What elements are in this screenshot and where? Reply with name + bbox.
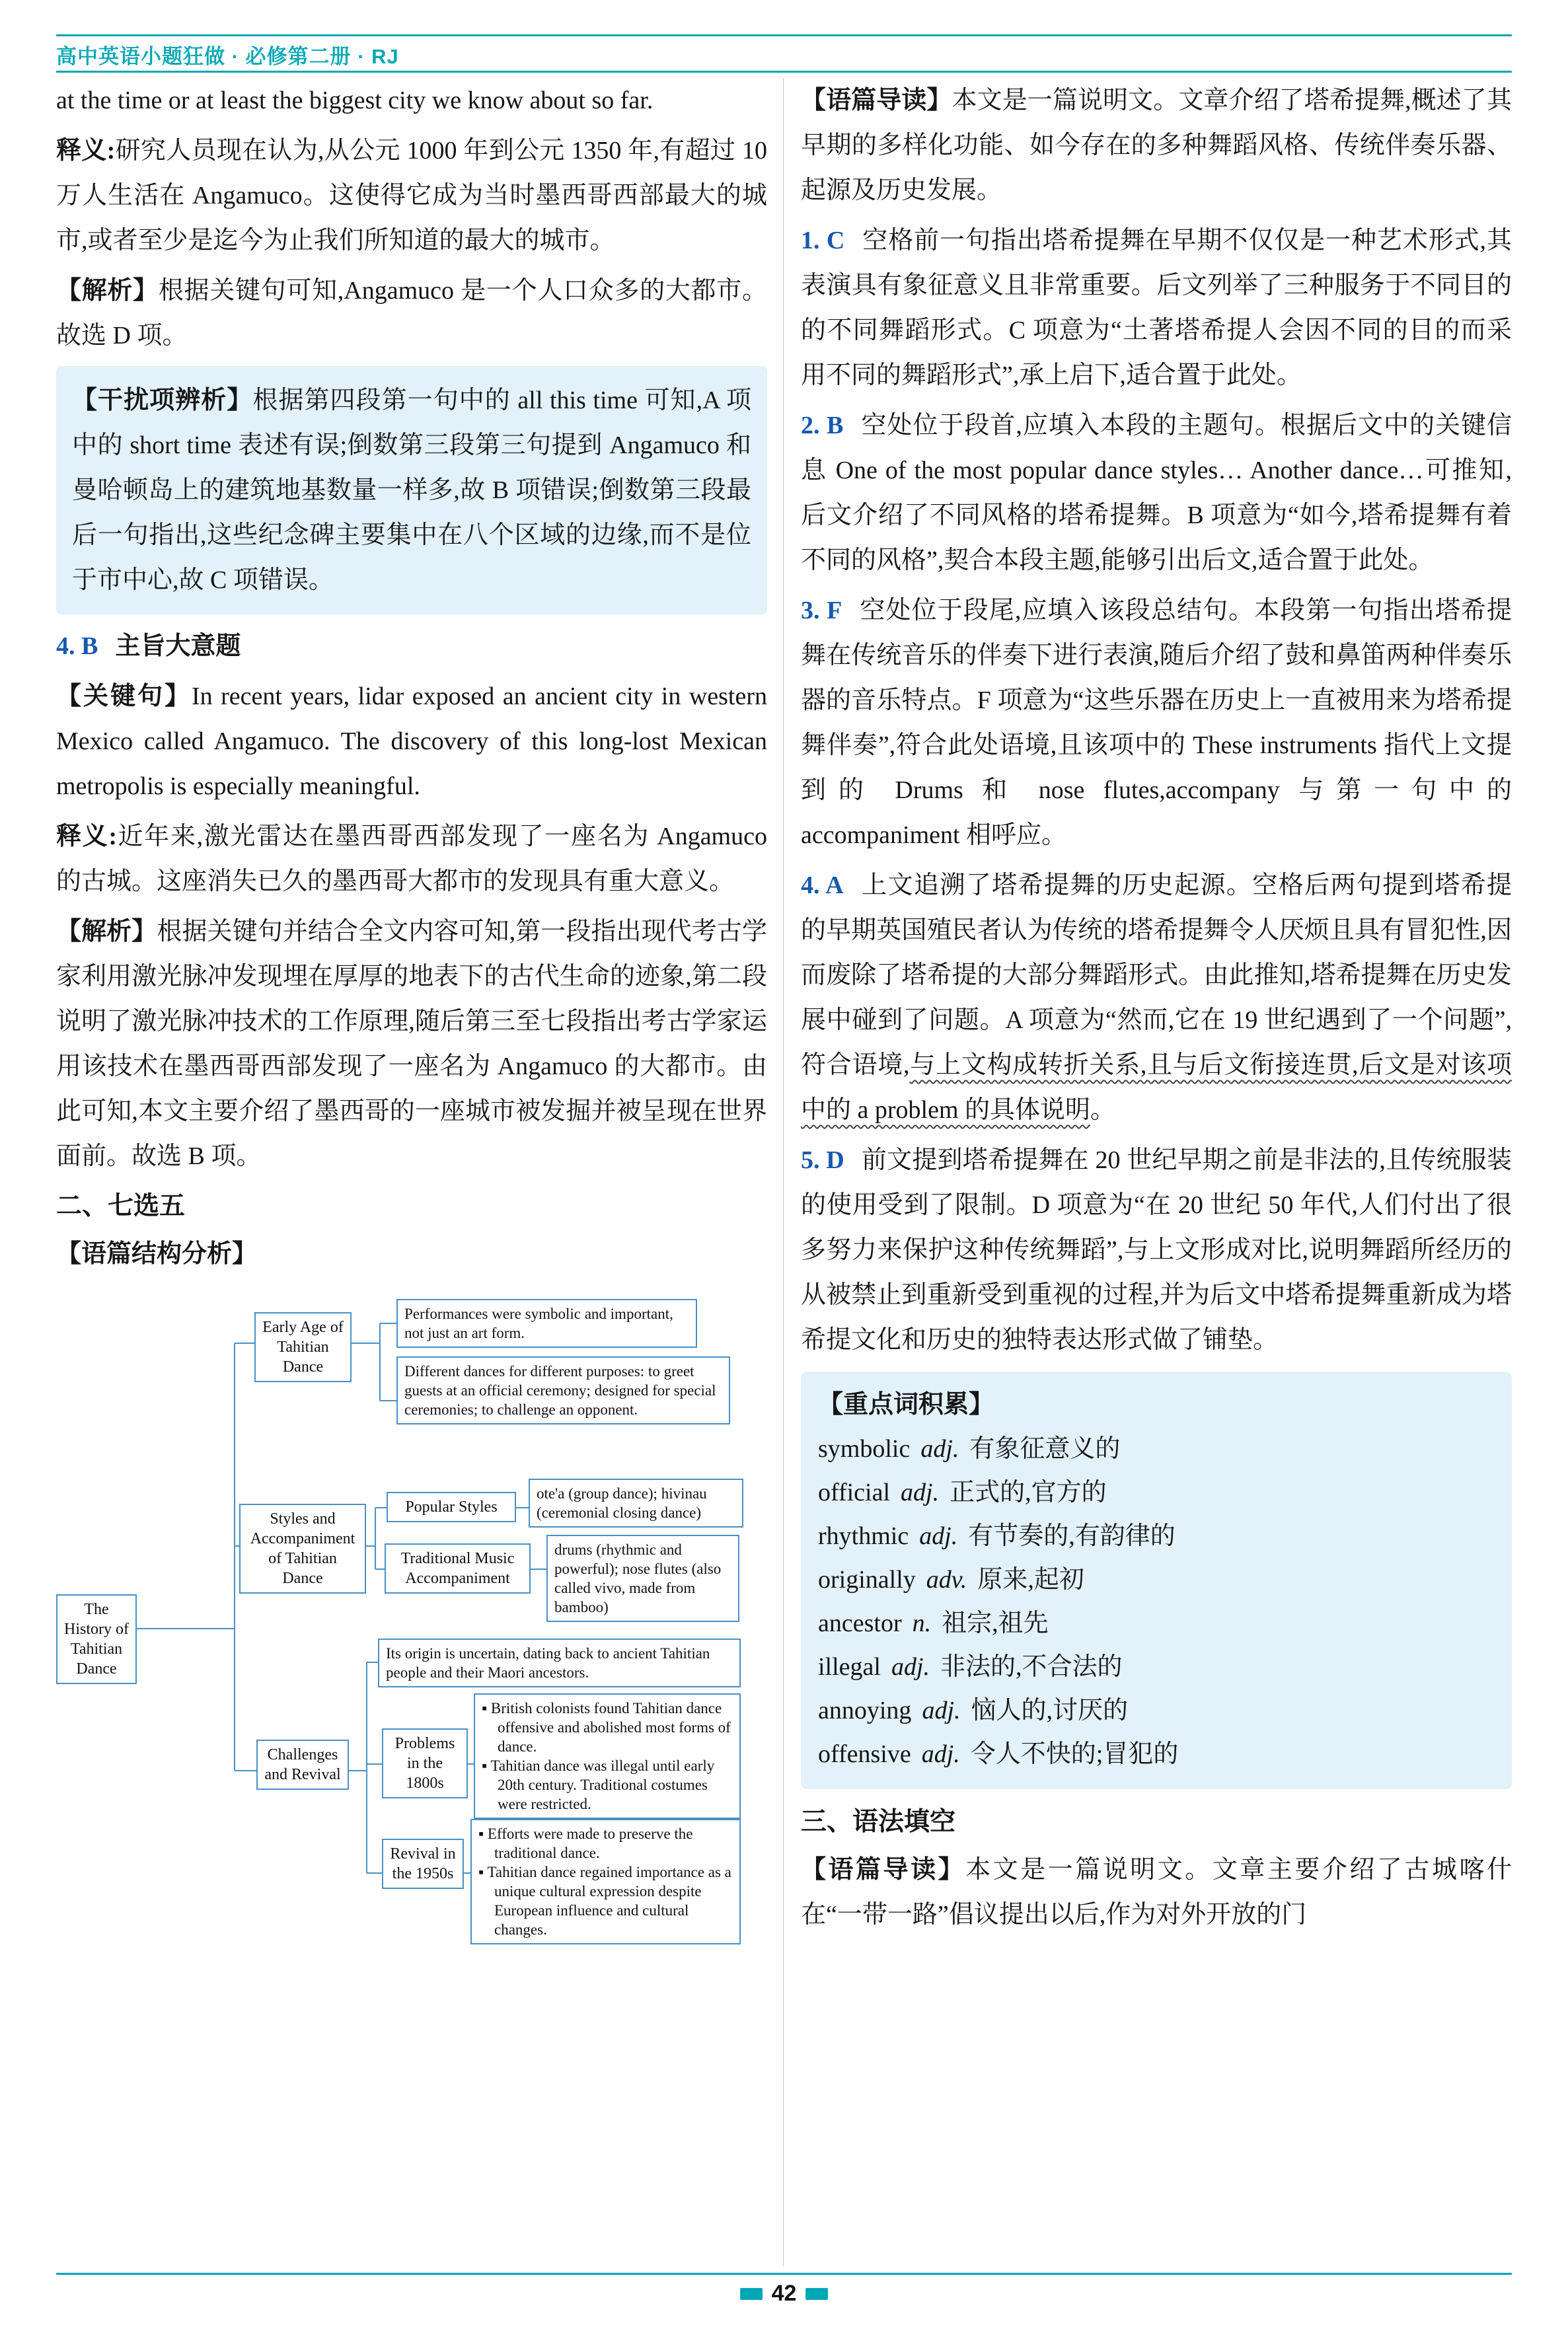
flow-node-early-age: Early Age of Tahitian Dance xyxy=(254,1312,352,1382)
problems-bullet-1: ▪ British colonists found Tahitian dance offensive and abolished most forms of dance. xyxy=(482,1700,731,1755)
vocab-meaning: 有节奏的,有韵律的 xyxy=(968,1522,1176,1550)
flow-node-problems-1800s: Problems in the 1800s xyxy=(382,1728,468,1798)
page-number: 42 xyxy=(771,2281,797,2306)
vocab-item xyxy=(818,1689,1495,1732)
paragraph-passage-intro-3 xyxy=(801,1847,1512,1937)
column-divider xyxy=(783,78,784,2266)
vocab-meaning: 正式的,官方的 xyxy=(950,1479,1107,1506)
vocab-meaning: 恼人的,讨厌的 xyxy=(971,1697,1129,1724)
flow-node-traditional-music: Traditional Music Accompaniment xyxy=(385,1543,531,1594)
vocab-item xyxy=(818,1558,1495,1602)
vocab-item xyxy=(818,1645,1495,1689)
section-heading-qixuanwu: 二、七选五 xyxy=(56,1192,186,1220)
key-sentence-text: In recent years, lidar exposed an ancient city in western Mexico called Angamuco. The discovery of this long-lost Mexican metropolis is especially meaningful. xyxy=(56,683,767,800)
vocab-item xyxy=(818,1471,1495,1514)
vocab-item xyxy=(818,1602,1495,1645)
answer-4-line xyxy=(56,624,767,669)
shiyi-label: 释义: xyxy=(56,137,116,165)
vocab-word: originally xyxy=(818,1566,916,1594)
vocab-meaning: 令人不快的;冒犯的 xyxy=(970,1740,1179,1768)
answer-item-4 xyxy=(801,863,1512,1132)
vocab-pos: adv. xyxy=(926,1566,967,1594)
page-footer xyxy=(740,2281,829,2307)
vocab-meaning: 有象征意义的 xyxy=(969,1435,1121,1463)
vocab-pos: adj. xyxy=(901,1479,940,1506)
jiexi-label: 【解析】 xyxy=(56,277,159,305)
paragraph-jiexi-1 xyxy=(56,268,767,358)
intro-text: 本文是一篇说明文。文章主要介绍了古城喀什在“一带一路”倡议提出以后,作为对外开放的门 xyxy=(801,1856,1512,1929)
answer-item-2 xyxy=(801,403,1512,583)
footer-ornament-right xyxy=(805,2288,828,2300)
answer-text-tail: 。 xyxy=(1090,1096,1116,1124)
vocab-word: offensive xyxy=(818,1740,911,1768)
vocab-word: official xyxy=(818,1479,891,1506)
key-sentence-label: 【关键句】 xyxy=(56,683,192,710)
shiyi-text: 近年来,激光雷达在墨西哥西部发现了一座名为 Angamuco 的古城。这座消失已久的墨西哥大都市的发现具有重大意义。 xyxy=(56,823,767,895)
vocab-word: rhythmic xyxy=(818,1522,909,1550)
vocab-item xyxy=(818,1514,1495,1558)
intro-label: 【语篇导读】 xyxy=(801,87,952,114)
flow-leaf-different-dances: Different dances for different purposes: to greet guests at an official ceremony; designed for special ceremonies; to challenge an opponent. xyxy=(396,1356,730,1424)
paragraph-shiyi-2 xyxy=(56,814,767,904)
paragraph-key-sentence xyxy=(56,674,767,809)
vocab-word: ancestor xyxy=(818,1609,902,1637)
question-type-label: 主旨大意题 xyxy=(115,632,241,660)
flow-node-popular-styles: Popular Styles xyxy=(387,1492,516,1522)
answer-text-wavy-underline: 与上文构成转折关系,且与后文衔接连贯,后文是对该项中的 a problem 的具体说明 xyxy=(801,1051,1512,1124)
answer-item-3 xyxy=(801,588,1512,858)
distractor-text: 根据第四段第一句中的 all this time 可知,A 项中的 short time 表述有误;倒数第三段第三句提到 Angamuco 和曼哈顿岛上的建筑地基数量一样多,故 B 项错误;倒数第三段最后一句指出,这些纪念碑主要集中在八个区域的边缘,而不是位于市中心,故 C 项错误。 xyxy=(72,387,751,594)
section-heading-yufa-tiankong: 三、语法填空 xyxy=(801,1808,956,1836)
flow-node-challenges-revival: Challenges and Revival xyxy=(256,1740,349,1790)
paragraph-english-carryover: at the time or at least the biggest city we know about so far. xyxy=(56,87,653,114)
key-vocabulary-box xyxy=(801,1372,1512,1789)
revival-bullet-2: ▪ Tahitian dance regained importance as a unique cultural expression despite European influence and cultural changes. xyxy=(478,1864,731,1938)
flow-node-root: The History of Tahitian Dance xyxy=(56,1594,137,1684)
problems-bullet-2: ▪ Tahitian dance was illegal until early 20th century. Traditional costumes were restricted. xyxy=(482,1757,715,1812)
jiexi-label: 【解析】 xyxy=(56,918,157,945)
paragraph-shiyi-1 xyxy=(56,128,767,263)
flow-leaf-performances: Performances were symbolic and important, not just an art form. xyxy=(396,1299,697,1348)
footer-rule xyxy=(56,2273,1512,2275)
structure-flowchart xyxy=(56,1294,767,1938)
vocabulary-box-title: 【重点词积累】 xyxy=(818,1391,994,1419)
answer-number: 4. B xyxy=(56,632,98,660)
distractor-label: 【干扰项辨析】 xyxy=(72,387,253,414)
jiexi-text: 根据关键句可知,Angamuco 是一个人口众多的大都市。故选 D 项。 xyxy=(56,277,767,350)
paragraph-jiexi-2 xyxy=(56,909,767,1179)
flow-leaf-origin: Its origin is uncertain, dating back to ancient Tahitian people and their Maori ancestors. xyxy=(378,1639,741,1687)
vocab-pos: adj. xyxy=(920,1435,959,1463)
vocab-pos: adj. xyxy=(921,1740,960,1768)
answer-item-5 xyxy=(801,1138,1512,1362)
jiexi-text: 根据关键句并结合全文内容可知,第一段指出现代考古学家利用激光脉冲发现埋在厚厚的地表下的古代生命的迹象,第二段说明了激光脉冲技术的工作原理,随后第三至七段指出考古学家运用该技术在墨西哥西部发现了一座名为 Angamuco 的大都市。由此可知,本文主要介绍了墨西哥的一座城市被发掘并被呈现在世界面前。故选 B 项。 xyxy=(56,918,767,1170)
flow-node-styles-accompaniment: Styles and Accompaniment of Tahitian Dance xyxy=(239,1504,366,1594)
revival-bullet-1: ▪ Efforts were made to preserve the traditional dance. xyxy=(478,1826,693,1861)
flow-node-revival-1950s: Revival in the 1950s xyxy=(382,1839,464,1889)
paragraph-passage-intro xyxy=(801,78,1512,213)
structure-analysis-label: 【语篇结构分析】 xyxy=(56,1240,258,1268)
flow-leaf-revival-detail xyxy=(470,1819,741,1944)
flow-leaf-problems-detail xyxy=(474,1693,741,1819)
flow-leaf-drums-flutes: drums (rhythmic and powerful); nose flutes (also called vivo, made from bamboo) xyxy=(546,1535,739,1622)
intro-label: 【语篇导读】 xyxy=(801,1856,966,1884)
answer-item-1 xyxy=(801,218,1512,398)
answer-number: 5. D xyxy=(801,1146,844,1174)
vocab-meaning: 原来,起初 xyxy=(977,1566,1084,1594)
vocab-pos: adj. xyxy=(919,1522,958,1550)
vocab-word: annoying xyxy=(818,1697,912,1724)
header-rule-bottom xyxy=(56,71,1512,73)
right-column xyxy=(801,78,1512,1942)
footer-ornament-left xyxy=(740,2288,763,2300)
vocab-word: illegal xyxy=(818,1653,881,1681)
vocab-meaning: 祖宗,祖先 xyxy=(942,1609,1049,1637)
intro-text: 本文是一篇说明文。文章介绍了塔希提舞,概述了其早期的多样化功能、如今存在的多种舞蹈风格、传统伴奏乐器、起源及历史发展。 xyxy=(801,87,1512,204)
answer-text: 空处位于段尾,应填入该段总结句。本段第一句指出塔希提舞在传统音乐的伴奏下进行表演,随后介绍了鼓和鼻笛两种伴奏乐器的音乐特点。F 项意为“这些乐器在历史上一直被用来为塔希提舞伴奏”,符合此处语境,且该项中的 These instruments 指代上文提到的 Drums 和 nose flutes,accompany 与第一句中的 accompaniment 相呼应。 xyxy=(801,597,1512,849)
book-title: 高中英语小题狂做 · 必修第二册 · RJ xyxy=(56,45,399,68)
vocab-pos: adj. xyxy=(922,1697,961,1724)
answer-number: 2. B xyxy=(801,412,844,439)
vocab-pos: n. xyxy=(912,1609,932,1637)
answer-number: 3. F xyxy=(801,597,842,624)
answer-number: 4. A xyxy=(801,871,844,899)
vocab-word: symbolic xyxy=(818,1435,911,1463)
shiyi-text: 研究人员现在认为,从公元 1000 年到公元 1350 年,有超过 10 万人生活在 Angamuco。这使得它成为当时墨西哥西部最大的城市,或者至少是迄今为止我们所知道的最大的城市。 xyxy=(56,137,767,254)
answer-text: 前文提到塔希提舞在 20 世纪早期之前是非法的,且传统服装的使用受到了限制。D 项意为“在 20 世纪 50 年代,人们付出了很多努力来保护这种传统舞蹈”,与上文形成对比,说明舞蹈所经历的从被禁止到重新受到重视的过程,并为后文中塔希提舞重新成为塔希提文化和历史的独特表达形式做了铺垫。 xyxy=(801,1146,1512,1354)
answer-text: 上文追溯了塔希提舞的历史起源。空格后两句提到塔希提的早期英国殖民者认为传统的塔希提舞令人厌烦且具有冒犯性,因而废除了塔希提的大部分舞蹈形式。由此推知,塔希提舞在历史发展中碰到了问题。A 项意为“然而,它在 19 世纪遇到了一个问题”,符合语境, xyxy=(801,871,1512,1079)
vocab-pos: adj. xyxy=(891,1653,930,1681)
shiyi-label: 释义: xyxy=(56,823,117,850)
flow-leaf-otea-hivinau: ote'a (group dance); hivinau (ceremonial closing dance) xyxy=(529,1479,743,1528)
vocab-item xyxy=(818,1427,1495,1471)
answer-text: 空格前一句指出塔希提舞在早期不仅仅是一种艺术形式,其表演具有象征意义且非常重要。后文列举了三种服务于不同目的的不同舞蹈形式。C 项意为“土著塔希提人会因不同的目的而采用不同的舞蹈形式”,承上启下,适合置于此处。 xyxy=(801,227,1512,389)
header-rule-top xyxy=(56,34,1512,36)
left-column xyxy=(56,78,767,1938)
distractor-analysis-box xyxy=(56,366,767,614)
answer-text: 空处位于段首,应填入本段的主题句。根据后文中的关键信息 One of the most popular dance styles… Another dance…可推知,后文介绍了不同风格的塔希提舞。B 项意为“如今,塔希提舞有着不同的风格”,契合本段主题,能够引出后文,适合置于此处。 xyxy=(801,412,1512,574)
vocab-meaning: 非法的,不合法的 xyxy=(940,1653,1123,1681)
page-header xyxy=(56,40,399,69)
answer-number: 1. C xyxy=(801,227,845,254)
vocab-item xyxy=(818,1732,1495,1776)
